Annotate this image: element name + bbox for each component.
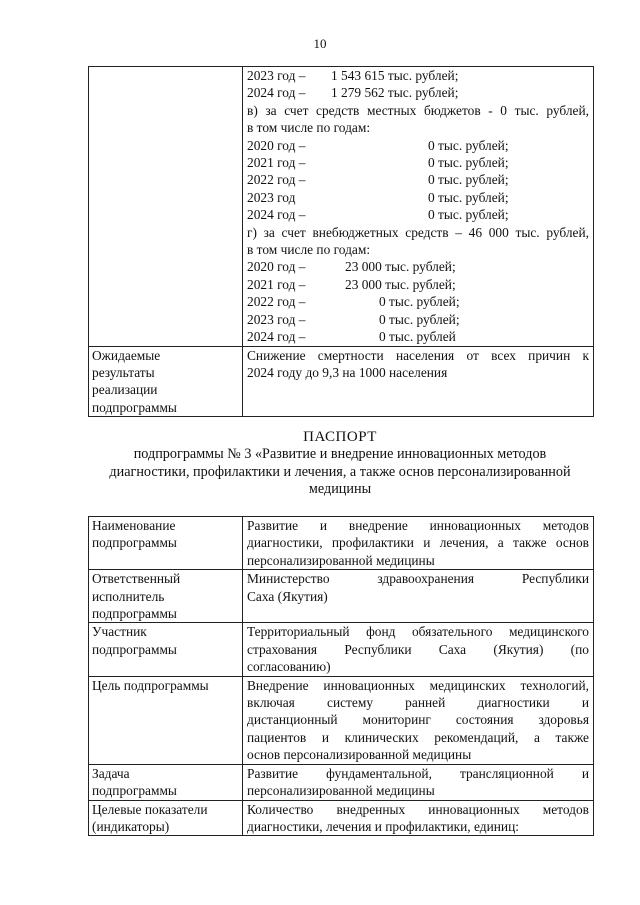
row-value (243, 676, 594, 764)
amount-value: 1 279 562 тыс. рублей; (331, 85, 459, 101)
extrabudget-year-line (247, 258, 589, 275)
row-label (89, 764, 243, 800)
funding-table (88, 66, 594, 417)
amount-value: 0 тыс. рублей; (428, 137, 509, 153)
label-line: Наименование (92, 518, 176, 533)
value-line: Территориальный фонд обязательного медицинского (247, 624, 589, 640)
row-label (89, 623, 243, 676)
extrabudget-year-line (247, 328, 589, 345)
amount-value: 0 тыс. рублей; (428, 207, 509, 223)
value-line: Развитие и внедрение инновационных методов (247, 518, 589, 533)
amount-value: 0 тыс. рублей; (428, 172, 509, 188)
row-label (89, 517, 243, 570)
extrabudget-header: г) за счет внебюджетных средств – 46 000 тыс. рублей, (247, 224, 589, 240)
label-line: Ожидаемые (92, 347, 161, 363)
value-line: Саха (Якутия) (247, 588, 328, 604)
label-line: результаты (92, 364, 155, 380)
row-value (243, 764, 594, 800)
passport-title-block (60, 429, 620, 499)
year-label: 2024 год – (247, 85, 306, 101)
amount-value: 0 тыс. рублей (379, 329, 456, 345)
value-line: диагностики, лечения и профилактики, единиц: (247, 818, 519, 834)
value-line: Количество внедренных инновационных методов (247, 801, 589, 817)
row-value (243, 623, 594, 676)
extrabudget-year-line (247, 311, 589, 328)
label-line: реализации (92, 382, 158, 398)
value-line: Снижение смертности населения от всех причин к (247, 347, 589, 363)
year-label: 2022 год – (247, 294, 306, 310)
year-label: 2024 год – (247, 207, 306, 223)
local-year-line (247, 206, 589, 223)
label-line: подпрограммы (92, 783, 177, 799)
amount-value: 0 тыс. рублей; (428, 155, 509, 171)
passport-table (88, 516, 594, 836)
row-label (89, 570, 243, 623)
value-line: 2024 году до 9,3 на 1000 населения (247, 364, 448, 380)
label-cell-empty (89, 67, 243, 347)
expected-results-value (243, 346, 594, 417)
table-row (89, 570, 594, 623)
label-line: подпрограммы (92, 606, 177, 622)
funding-details-cell (243, 67, 594, 347)
passport-heading: ПАСПОРТ (303, 429, 377, 445)
passport-title-line: диагностики, профилактики и лечения, а также основ персонализированной (109, 463, 571, 480)
expected-results-label (89, 346, 243, 417)
table-row (89, 346, 594, 417)
value-line: Внедрение инновационных медицинских технологий, (247, 677, 589, 693)
extrabudget-subheader: в том числе по годам: (247, 242, 371, 258)
amount-value: 23 000 тыс. рублей; (345, 276, 456, 292)
year-label: 2020 год – (247, 259, 306, 275)
local-budget-subheader: в том числе по годам: (247, 120, 371, 136)
local-budget-header: в) за счет средств местных бюджетов - 0 тыс. рублей, (247, 102, 589, 118)
row-value (243, 570, 594, 623)
extrabudget-year-line (247, 276, 589, 293)
extrabudget-year-line (247, 293, 589, 310)
value-line: включая систему ранней диагностики и (247, 695, 589, 711)
value-line: персонализированной медицины (247, 783, 435, 799)
value-line: Развитие фундаментальной, трансляционной и (247, 765, 589, 781)
year-label: 2023 год – (247, 311, 306, 327)
value-line: персонализированной медицины (247, 552, 435, 568)
passport-title-line: подпрограммы № 3 «Развитие и внедрение инновационных методов (133, 446, 547, 463)
year-label: 2021 год – (247, 276, 306, 292)
value-line: страхования Республики Саха (Якутия) (по (247, 641, 589, 657)
value-line: дистанционный мониторинг состояния здоровья (247, 712, 589, 728)
label-line: Цель подпрограммы (92, 677, 209, 693)
local-year-line (247, 171, 589, 188)
label-line: Участник (92, 624, 147, 640)
table-row (89, 676, 594, 764)
table-row (89, 67, 594, 347)
table-row (89, 800, 594, 836)
passport-title-line: медицины (308, 481, 372, 498)
year-label: 2020 год – (247, 137, 306, 153)
local-year-line (247, 189, 589, 206)
finance-line (247, 84, 589, 101)
local-year-line (247, 137, 589, 154)
label-line: Ответственный (92, 571, 181, 587)
year-label: 2023 год (247, 189, 296, 205)
label-line: подпрограммы (92, 641, 177, 657)
value-line: пациентов и клинических рекомендаций, а также (247, 729, 589, 745)
label-line: исполнитель (92, 588, 165, 604)
value-line: диагностики, профилактики и лечения, а также основ (247, 535, 589, 551)
table-row (89, 623, 594, 676)
year-label: 2023 год – (247, 68, 306, 83)
year-label: 2024 год – (247, 329, 306, 345)
year-label: 2022 год – (247, 172, 306, 188)
row-value (243, 517, 594, 570)
label-line: подпрограммы (92, 535, 177, 551)
table-row (89, 764, 594, 800)
label-line: подпрограммы (92, 399, 177, 415)
finance-line (247, 67, 589, 84)
year-label: 2021 год – (247, 155, 306, 171)
label-line: Целевые показатели (92, 801, 208, 817)
label-line: Задача (92, 765, 130, 781)
value-line: основ персонализированной медицины (247, 747, 472, 763)
amount-value: 0 тыс. рублей; (379, 294, 460, 310)
value-line: Министерство здравоохранения Республики (247, 571, 589, 587)
amount-value: 1 543 615 тыс. рублей; (331, 68, 459, 83)
amount-value: 0 тыс. рублей; (428, 189, 509, 205)
label-line: (индикаторы) (92, 818, 170, 834)
amount-value: 0 тыс. рублей; (379, 311, 460, 327)
row-label (89, 676, 243, 764)
row-value (243, 800, 594, 836)
page-number: 10 (313, 36, 327, 51)
local-year-line (247, 154, 589, 171)
row-label (89, 800, 243, 836)
table-row (89, 517, 594, 570)
value-line: согласованию) (247, 659, 331, 675)
amount-value: 23 000 тыс. рублей; (345, 259, 456, 275)
